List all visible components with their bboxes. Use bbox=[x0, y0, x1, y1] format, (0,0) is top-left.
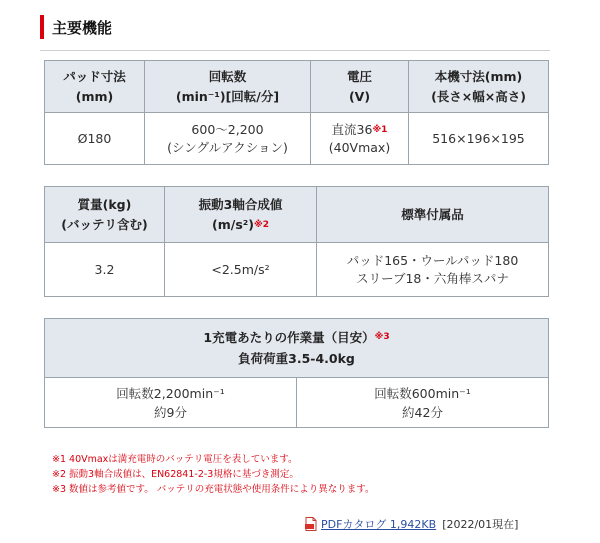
value-vibration: <2.5m/s² bbox=[165, 243, 317, 297]
pdf-catalog-link[interactable]: PDFカタログ 1,942KB bbox=[321, 518, 437, 531]
header-workload: 1充電あたりの作業量（目安）$^{※3}$ 負荷荷重3.5-4.0kg bbox=[45, 319, 549, 378]
pdf-icon[interactable] bbox=[305, 517, 317, 531]
value-rotation-speed: 600～2,200 (シングルアクション) bbox=[145, 113, 311, 165]
header-body-dimensions: 本機寸法(mm) (長さ×幅×高さ) bbox=[409, 61, 549, 113]
spec-table-dimensions bbox=[44, 60, 549, 165]
catalog-date: [2022/01現在] bbox=[442, 518, 519, 531]
value-workload-low-speed: 回転数600min⁻¹ 約42分 bbox=[297, 378, 549, 428]
value-accessories: パッド165・ウールパッド180 スリーブ18・六角棒スパナ bbox=[317, 243, 549, 297]
footnote-3: ※3 数値は参考値です。 バッテリの充電状態や使用条件により異なります。 bbox=[52, 484, 375, 495]
header-vibration: 振動3軸合成値 (m/s²)$^{※2}$ bbox=[165, 187, 317, 243]
note-mark-2: ※2 bbox=[253, 219, 269, 230]
spec-table-workload bbox=[44, 318, 549, 428]
value-workload-high-speed: 回転数2,200min⁻¹ 約9分 bbox=[45, 378, 297, 428]
header-rotation-speed: 回転数 (min⁻¹)[回転/分] bbox=[145, 61, 311, 113]
footnotes bbox=[52, 452, 375, 497]
heading-accent-bar bbox=[40, 15, 44, 39]
heading-title: 主要機能 bbox=[52, 18, 113, 37]
catalog-download bbox=[305, 516, 518, 532]
header-pad-size: パッド寸法 (mm) bbox=[45, 61, 145, 113]
note-mark-1: ※1 bbox=[372, 124, 388, 135]
footnote-2: ※2 振動3軸合成値は、EN62841-2-3規格に基づき測定。 bbox=[52, 469, 299, 480]
header-voltage: 電圧 (V) bbox=[311, 61, 409, 113]
value-pad-size: Ø180 bbox=[45, 113, 145, 165]
note-mark-3: ※3 bbox=[374, 332, 390, 342]
footnote-1: ※1 40Vmaxは満充電時のバッテリ電圧を表しています。 bbox=[52, 454, 298, 465]
value-body-dimensions: 516×196×195 bbox=[409, 113, 549, 165]
header-weight: 質量(kg) (バッテリ含む) bbox=[45, 187, 165, 243]
value-weight: 3.2 bbox=[45, 243, 165, 297]
value-voltage: 直流36$^{※1}$ (40Vmax) bbox=[311, 113, 409, 165]
section-heading bbox=[40, 14, 112, 40]
heading-divider bbox=[40, 50, 550, 51]
spec-table-weight bbox=[44, 186, 549, 297]
header-accessories: 標準付属品 bbox=[317, 187, 549, 243]
